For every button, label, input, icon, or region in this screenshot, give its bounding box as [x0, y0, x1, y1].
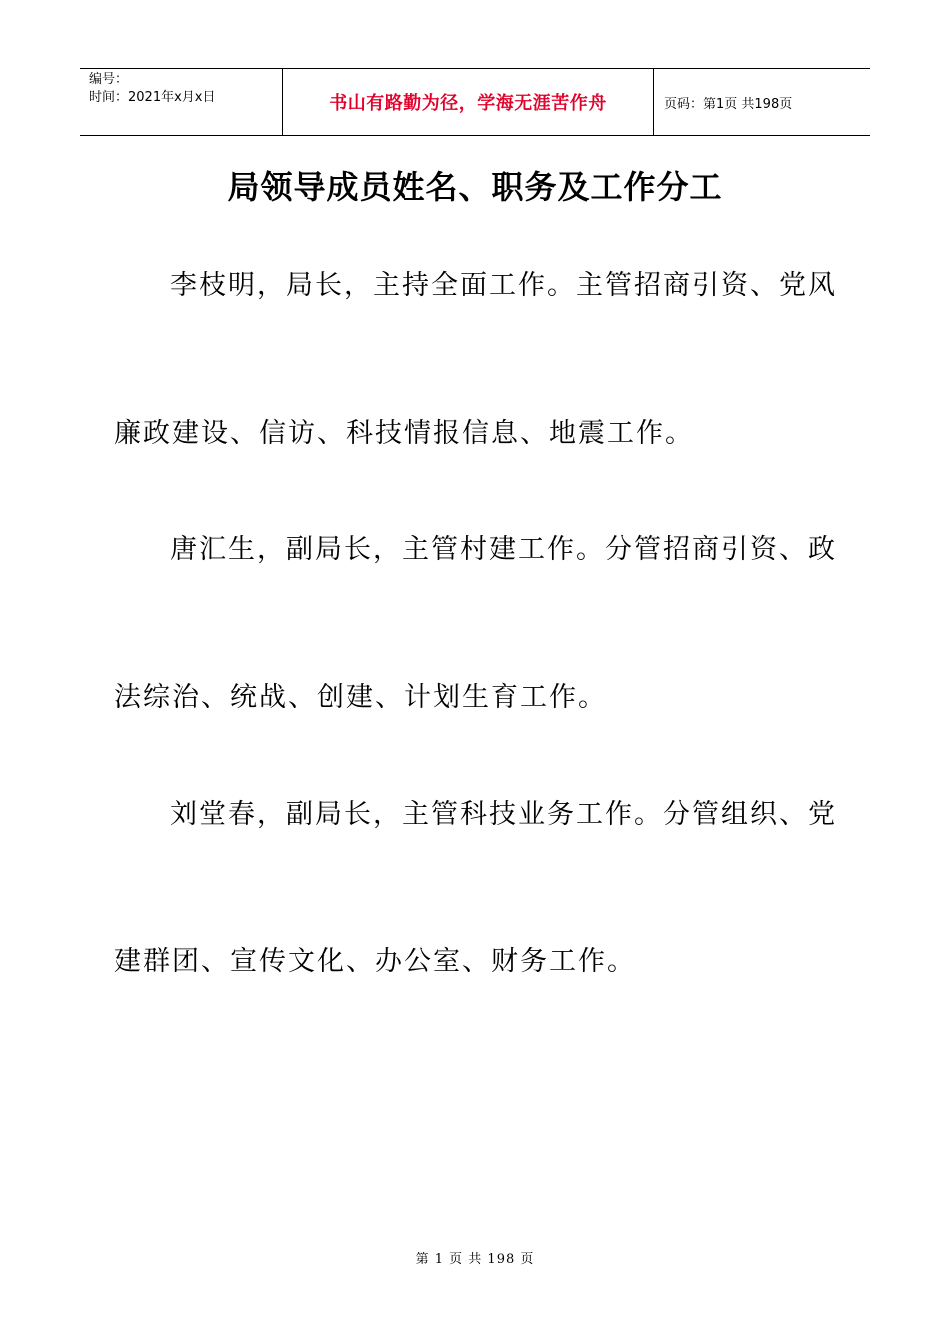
page-footer: 第 1 页 共 198 页 — [415, 1252, 535, 1267]
document-header — [80, 68, 870, 136]
paragraph-1-line-2: 廉政建设、信访、科技情报信息、地震工作。 — [114, 418, 694, 449]
paragraph-1-line-1: 李枝明，局长，主持全面工作。主管招商引资、党风 — [170, 270, 837, 301]
header-page-info: 页码：第1页 共198页 — [664, 96, 793, 112]
document-title: 局领导成员姓名、职务及工作分工 — [227, 168, 723, 206]
document-number-label: 编号： — [89, 72, 129, 87]
paragraph-2-line-1: 唐汇生，副局长，主管村建工作。分管招商引资、政 — [170, 534, 837, 565]
header-motto-cell — [282, 69, 654, 135]
header-page-cell — [654, 69, 870, 135]
paragraph-2-line-2: 法综治、统战、创建、计划生育工作。 — [114, 682, 607, 713]
document-date-label: 时间：2021年x月x日 — [89, 90, 216, 105]
paragraph-3-line-2: 建群团、宣传文化、办公室、财务工作。 — [114, 946, 636, 977]
header-motto: 书山有路勤为径，学海无涯苦作舟 — [329, 93, 607, 114]
paragraph-3-line-1: 刘堂春，副局长，主管科技业务工作。分管组织、党 — [170, 799, 837, 830]
header-meta-cell — [80, 69, 282, 135]
